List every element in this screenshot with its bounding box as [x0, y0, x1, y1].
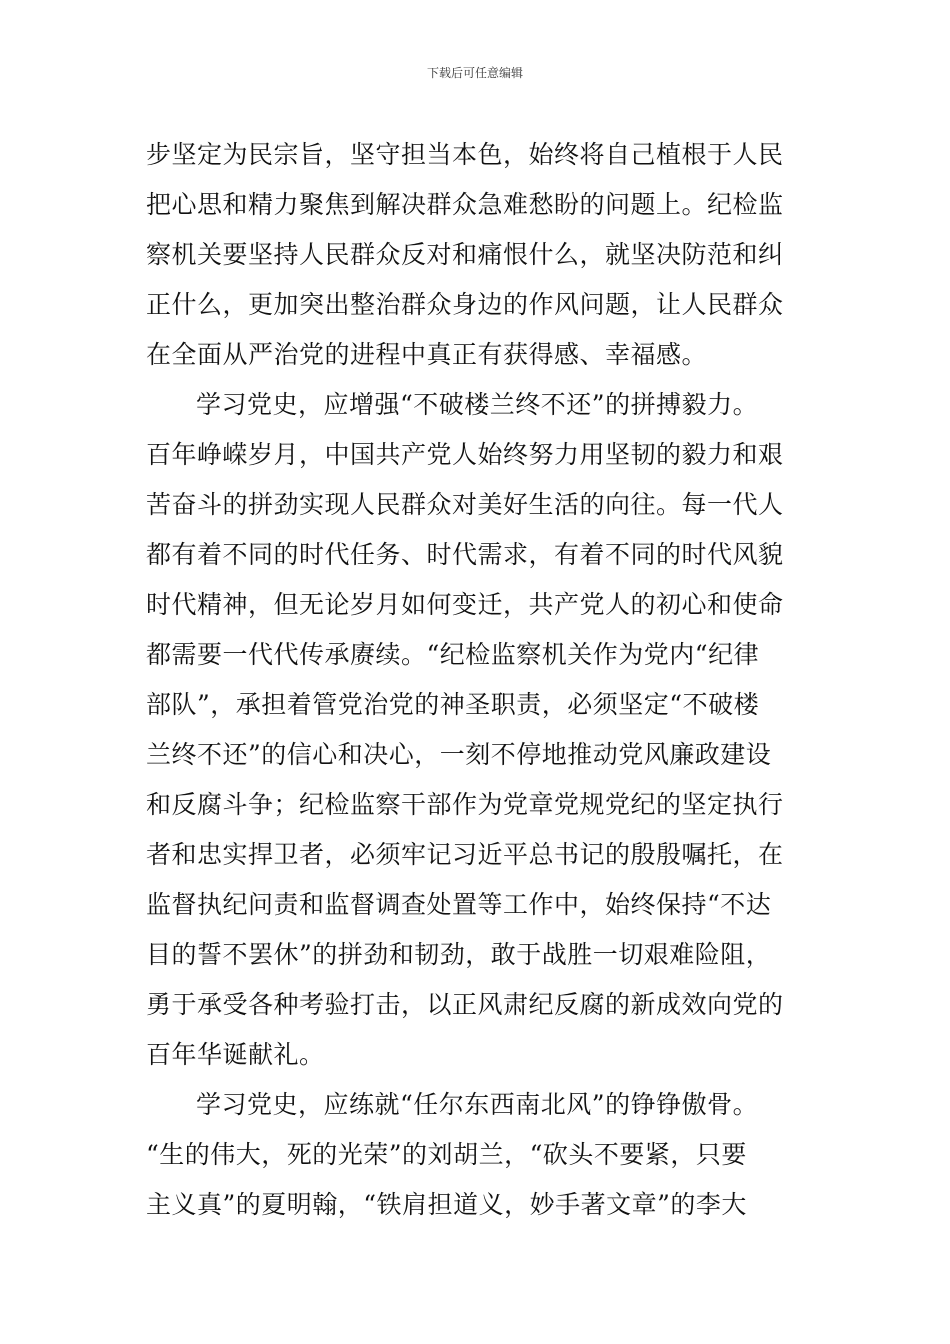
paragraph-3 [146, 1080, 816, 1230]
text-line: 主义真”的夏明翰，“铁肩担道义，妙手著文章”的李大 [146, 1190, 747, 1219]
text-line: 部队”，承担着管党治党的神圣职责，必须坚定“不破楼 [146, 690, 760, 719]
text-line: 勇于承受各种考验打击，以正风肃纪反腐的新成效向党的 [146, 990, 784, 1019]
text-line: “生的伟大，死的光荣”的刘胡兰，“砍头不要紧，只要 [146, 1140, 747, 1169]
text-line: 把心思和精力聚焦到解决群众急难愁盼的问题上。纪检监 [146, 190, 784, 219]
text-line: 察机关要坚持人民群众反对和痛恨什么，就坚决防范和纠 [146, 240, 784, 269]
text-line: 时代精神，但无论岁月如何变迁，共产党人的初心和使命 [146, 590, 784, 619]
paragraph-1 [146, 130, 816, 380]
text-line: 学习党史，应增强“不破楼兰终不还”的拼搏毅力。 [196, 390, 759, 419]
paragraph-2 [146, 380, 816, 1080]
text-line: 在全面从严治党的进程中真正有获得感、幸福感。 [146, 340, 708, 369]
document-body [146, 130, 816, 1230]
text-line: 者和忠实捍卫者，必须牢记习近平总书记的殷殷嘱托，在 [146, 840, 784, 869]
text-line: 百年华诞献礼。 [146, 1040, 325, 1069]
text-line: 和反腐斗争；纪检监察干部作为党章党规党纪的坚定执行 [146, 790, 784, 819]
page-header: 下载后可任意编辑 [426, 66, 523, 80]
text-line: 学习党史，应练就“任尔东西南北风”的铮铮傲骨。 [196, 1090, 759, 1119]
text-line: 正什么，更加突出整治群众身边的作风问题，让人民群众 [146, 290, 784, 319]
text-line: 都需要一代代传承赓续。“纪检监察机关作为党内“纪律 [146, 640, 760, 669]
text-line: 监督执纪问责和监督调查处置等工作中，始终保持“不达 [146, 890, 772, 919]
text-line: 苦奋斗的拼劲实现人民群众对美好生活的向往。每一代人 [146, 490, 784, 519]
text-line: 兰终不还”的信心和决心，一刻不停地推动党风廉政建设 [146, 740, 772, 769]
text-line: 百年峥嵘岁月，中国共产党人始终努力用坚韧的毅力和艰 [146, 440, 784, 469]
text-line: 步坚定为民宗旨，坚守担当本色，始终将自己植根于人民 [146, 140, 784, 169]
text-line: 目的誓不罢休”的拼劲和韧劲，敢于战胜一切艰难险阻， [146, 940, 772, 969]
text-line: 都有着不同的时代任务、时代需求，有着不同的时代风貌 [146, 540, 784, 569]
